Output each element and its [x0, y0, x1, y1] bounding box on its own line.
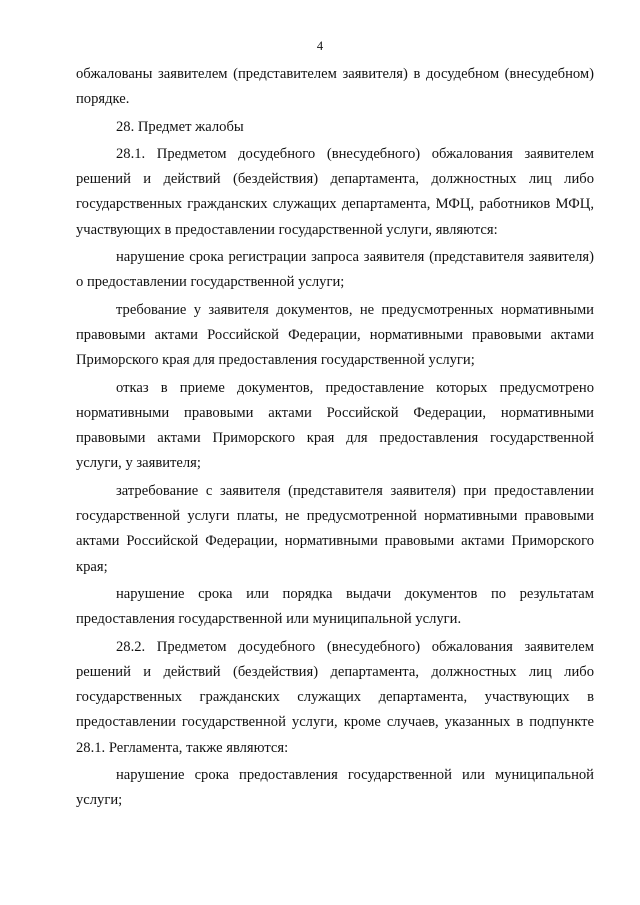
list-item-service-deadline: нарушение срока предоставления государственной или муниципальной услуги;	[76, 767, 594, 809]
paragraph-28-2: 28.2. Предметом досудебного (внесудебного) обжалования заявителем решений и действий (бездействия) департамента, должностных лиц либо государственных гражданских служащих департамента, участвующих в предоставлении государственной услуги, кроме случаев, указанных в подпункте 28.1. Регламента, также являются:	[76, 638, 594, 756]
list-item-document-refusal: отказ в приеме документов, предоставление которых предусмотрено нормативными правовыми актами Российской Федерации, нормативными правовыми актами Приморского края для предоставления государственной услуги, у заявителя;	[76, 379, 594, 472]
paragraph-continuation: обжалованы заявителем (представителем заявителя) в досудебном (внесудебном) порядке.	[76, 66, 594, 108]
list-item-fee-demand: затребование с заявителя (представителя заявителя) при предоставлении государственной услуги платы, не предусмотренной нормативными правовыми актами Российской Федерации, нормативными правовыми актами Приморского края;	[76, 482, 594, 575]
section-heading-28: 28. Предмет жалобы	[116, 118, 244, 135]
list-item-issuance-violation: нарушение срока или порядка выдачи документов по результатам предоставления государственной или муниципальной услуги.	[76, 585, 594, 628]
document-body	[76, 62, 594, 814]
paragraph-28-1: 28.1. Предметом досудебного (внесудебного) обжалования заявителем решений и действий (бездействия) департамента, должностных лиц либо государственных гражданских служащих департамента, МФЦ, работников МФЦ, участвующих в предоставлении государственной услуги, являются:	[76, 145, 594, 238]
list-item-document-requirement: требование у заявителя документов, не предусмотренных нормативными правовыми актами Российской Федерации, нормативными правовыми актами Приморского края для предоставления государственной услуги;	[76, 301, 594, 369]
page-number: 4	[316, 39, 324, 53]
list-item-registration-deadline: нарушение срока регистрации запроса заявителя (представителя заявителя) о предоставлении государственной услуги;	[76, 249, 594, 291]
